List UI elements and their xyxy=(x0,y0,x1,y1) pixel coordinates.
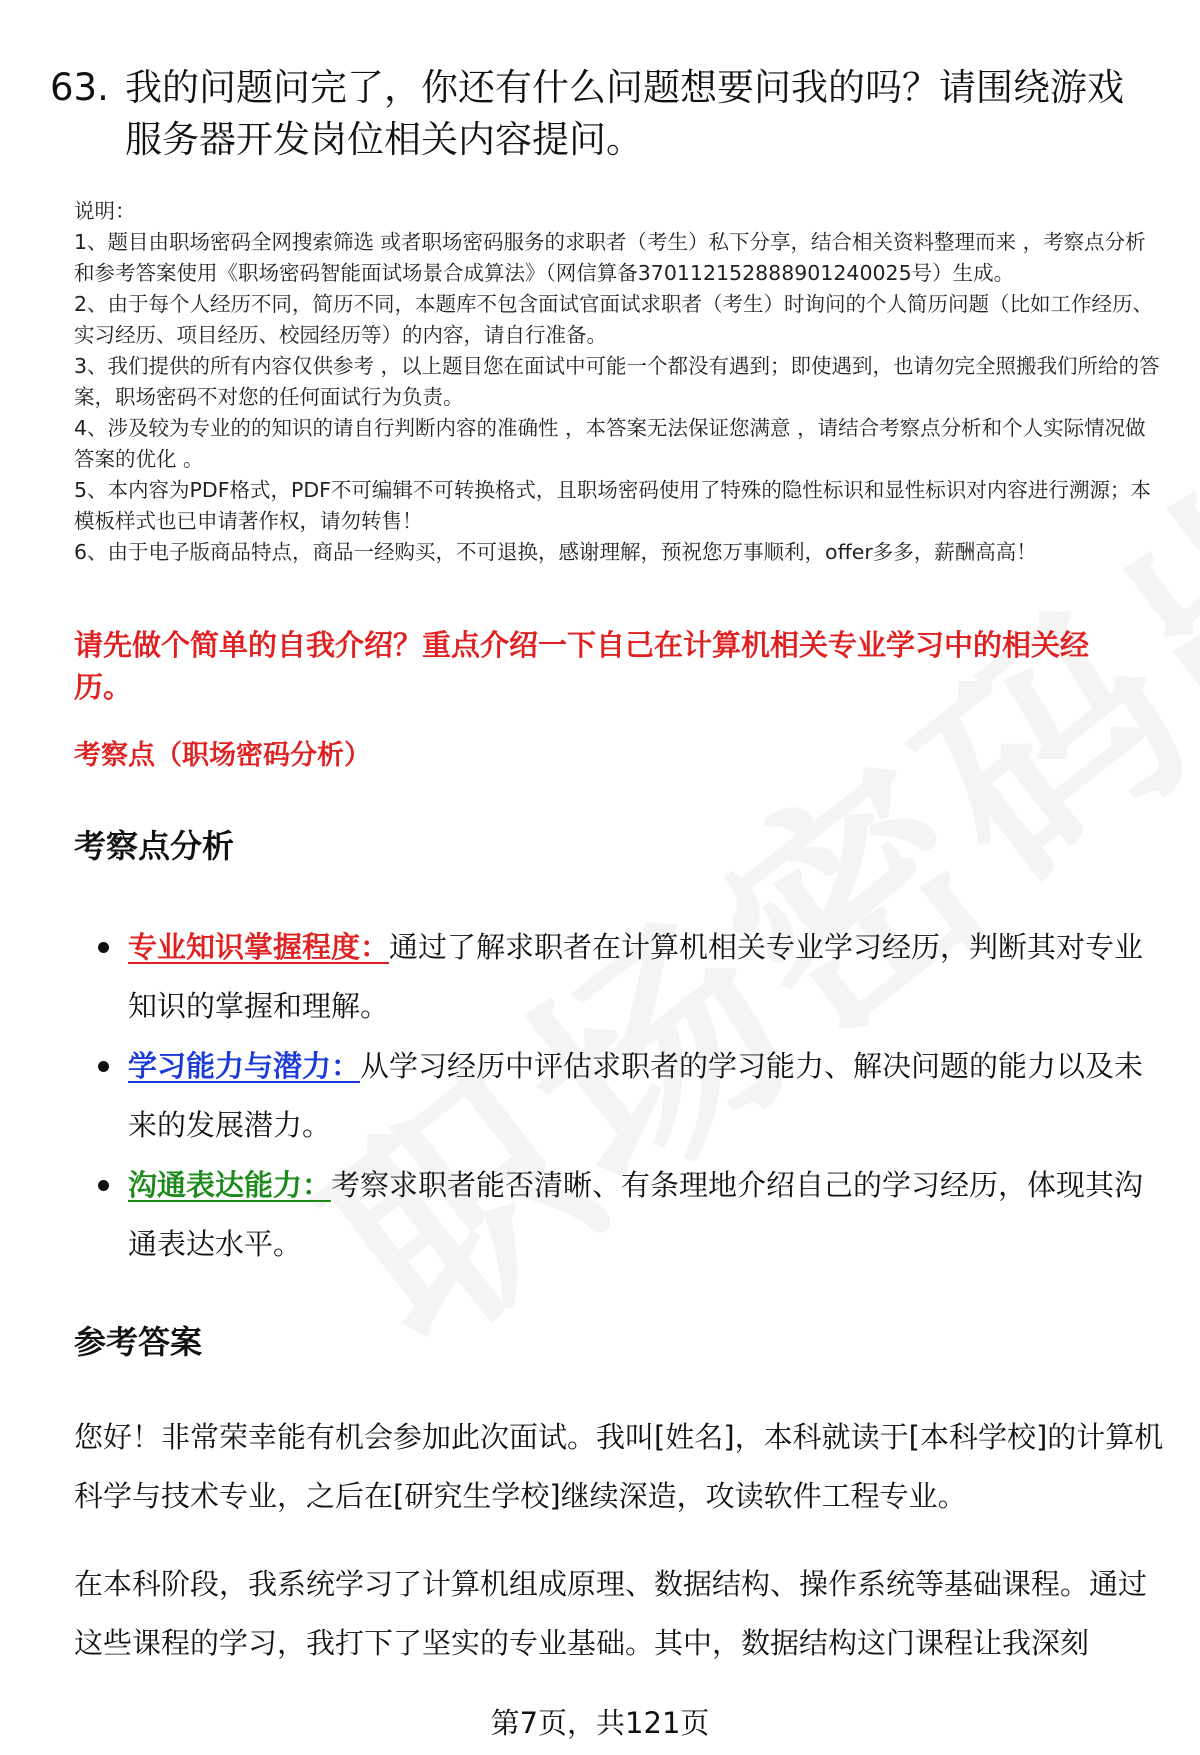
answer-heading: 参考答案 xyxy=(74,1323,203,1361)
notice-heading: 说明： xyxy=(74,199,136,223)
examine-label: 考察点（职场密码分析） xyxy=(74,740,371,771)
point-text: 通过了解求职者在计算机相关专业学习经历，判断其对专业知识的掌握和理解。 xyxy=(128,930,1144,1023)
analysis-heading: 考察点分析 xyxy=(74,827,235,865)
sub-question: 请先做个简单的自我介绍？重点介绍一下自己在计算机相关专业学习中的相关经历。 xyxy=(74,628,1090,704)
notice-item: 2、由于每个人经历不同，简历不同，本题库不包含面试官面试求职者（考生）时询问的个人简历问题（比如工作经历、实习经历、项目经历、校园经历等）的内容，请自行准备。 xyxy=(74,292,1154,347)
notice-block xyxy=(74,196,1164,568)
notice-item: 1、题目由职场密码全网搜索筛选 或者职场密码服务的求职者（考生）私下分享，结合相关资料整理而来 ，考察点分析和参考答案使用《职场密码智能面试场景合成算法》（网信算备370112152888901240025号）生成。 xyxy=(74,230,1146,285)
notice-item: 3、我们提供的所有内容仅供参考 ，以上题目您在面试中可能一个都没有遇到；即使遇到，也请勿完全照搬我们所给的答案，职场密码不对您的任何面试行为负责。 xyxy=(74,354,1160,409)
point-keyword: 沟通表达能力： xyxy=(128,1168,332,1202)
notice-item: 4、涉及较为专业的的知识的请自行判断内容的准确性 ，本答案无法保证您满意 ，请结合考察点分析和个人实际情况做答案的优化 。 xyxy=(74,416,1146,471)
question-number: 63. xyxy=(50,66,109,109)
page-number: 第7页，共121页 xyxy=(490,1706,710,1740)
point-keyword: 学习能力与潜力： xyxy=(128,1049,361,1083)
bullet-icon xyxy=(98,1180,109,1191)
bullet-icon xyxy=(98,942,109,953)
notice-item: 6、由于电子版商品特点，商品一经购买，不可退换，感谢理解，预祝您万事顺利，offer多多，薪酬高高！ xyxy=(74,540,1037,564)
answer-paragraph: 在本科阶段，我系统学习了计算机组成原理、数据结构、操作系统等基础课程。通过这些课程的学习，我打下了坚实的专业基础。其中，数据结构这门课程让我深刻 xyxy=(74,1567,1148,1660)
answer-paragraph: 您好！非常荣幸能有机会参加此次面试。我叫[姓名]，本科就读于[本科学校]的计算机科学与技术专业，之后在[研究生学校]继续深造，攻读软件工程专业。 xyxy=(74,1420,1164,1513)
notice-item: 5、本内容为PDF格式，PDF不可编辑不可转换格式，且职场密码使用了特殊的隐性标识和显性标识对内容进行溯源；本模板样式也已申请著作权，请勿转售！ xyxy=(74,478,1151,533)
point-text: 考察求职者能否清晰、有条理地介绍自己的学习经历，体现其沟通表达水平。 xyxy=(128,1168,1144,1261)
list-item xyxy=(74,918,1164,1036)
bullet-icon xyxy=(98,1061,109,1072)
answer-body xyxy=(74,1408,1164,1702)
point-keyword: 专业知识掌握程度： xyxy=(128,930,390,964)
question-text: 我的问题问完了，你还有什么问题想要问我的吗？请围绕游戏服务器开发岗位相关内容提问。 xyxy=(125,66,1124,161)
list-item xyxy=(74,1156,1164,1274)
point-text: 从学习经历中评估求职者的学习能力、解决问题的能力以及未来的发展潜力。 xyxy=(128,1049,1144,1142)
list-item xyxy=(74,1037,1164,1155)
analysis-points xyxy=(74,918,1164,1275)
question-title xyxy=(50,62,1160,161)
